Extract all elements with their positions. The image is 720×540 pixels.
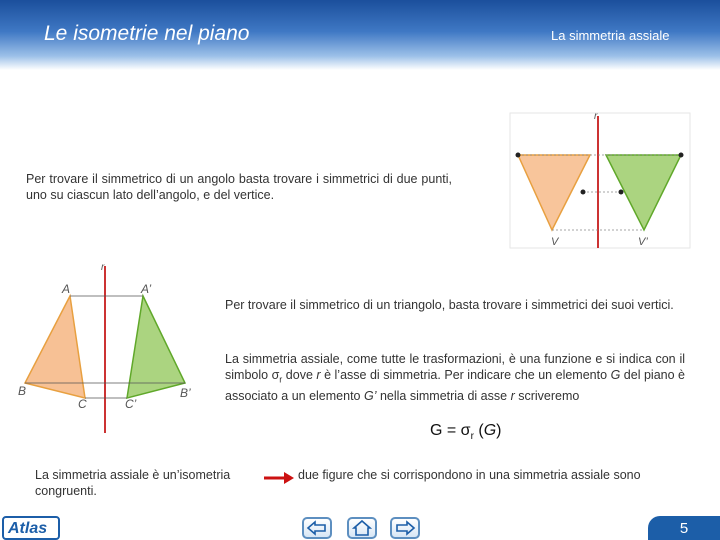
vertex-label-c-prime: C’ (125, 397, 137, 411)
right-angle-shape (606, 155, 681, 230)
triangle-symmetry-figure (15, 258, 215, 438)
forward-button[interactable] (390, 517, 420, 539)
home-icon (349, 519, 375, 537)
slide-header (0, 0, 720, 70)
atlas-logo: Atlas (2, 516, 60, 540)
left-angle-shape (518, 155, 590, 230)
right-arrow-icon (262, 470, 296, 486)
vertex-label-b: B (18, 384, 27, 398)
back-arrow-icon (304, 519, 330, 537)
page-number: 5 (679, 520, 689, 537)
section-title: La simmetria assiale (551, 28, 670, 43)
angle-symmetry-figure (505, 108, 695, 253)
isometry-note-left: La simmetria assiale è un’isometria congruenti. (35, 468, 231, 498)
isometry-note-right: due figure che si corrispondono in una simmetria assiale sono (298, 468, 641, 482)
angle-paragraph: Per trovare il simmetrico di un angolo basta trovare i simmetrici di due punti, uno su ciascun lato dell’angolo, e del vertice. (26, 172, 452, 202)
page-title: Le isometrie nel piano (44, 22, 250, 45)
symmetry-formula: $G = \sigma_r$ (G) (430, 422, 502, 443)
definition-paragraph: La simmetria assiale, come tutte le trasformazioni, è una funzione e si indica con il simbolo $\sigma_r$ dove r è l’asse di simmetria. Per indicare che un elemento G del piano è associato a un elemento G’ nella simmetria di asse r scriveremo (225, 352, 686, 403)
vertex-label-b-prime: B’ (180, 386, 191, 400)
forward-arrow-icon (392, 519, 418, 537)
vertex-label-a-prime: A’ (141, 282, 152, 296)
angle-vertex-label: V (551, 236, 559, 248)
back-button[interactable] (302, 517, 332, 539)
vertex-label-a: A (62, 282, 71, 296)
angle-axis-label: r (594, 111, 598, 122)
page-number-badge (648, 516, 720, 540)
triangle-axis-label: r (101, 262, 105, 273)
home-button[interactable] (347, 517, 377, 539)
triangle-paragraph: Per trovare il simmetrico di un triangolo, basta trovare i simmetrici dei suoi vertici. (225, 298, 674, 312)
angle-vertex-image-label: V’ (638, 236, 648, 248)
vertex-label-c: C (78, 397, 87, 411)
